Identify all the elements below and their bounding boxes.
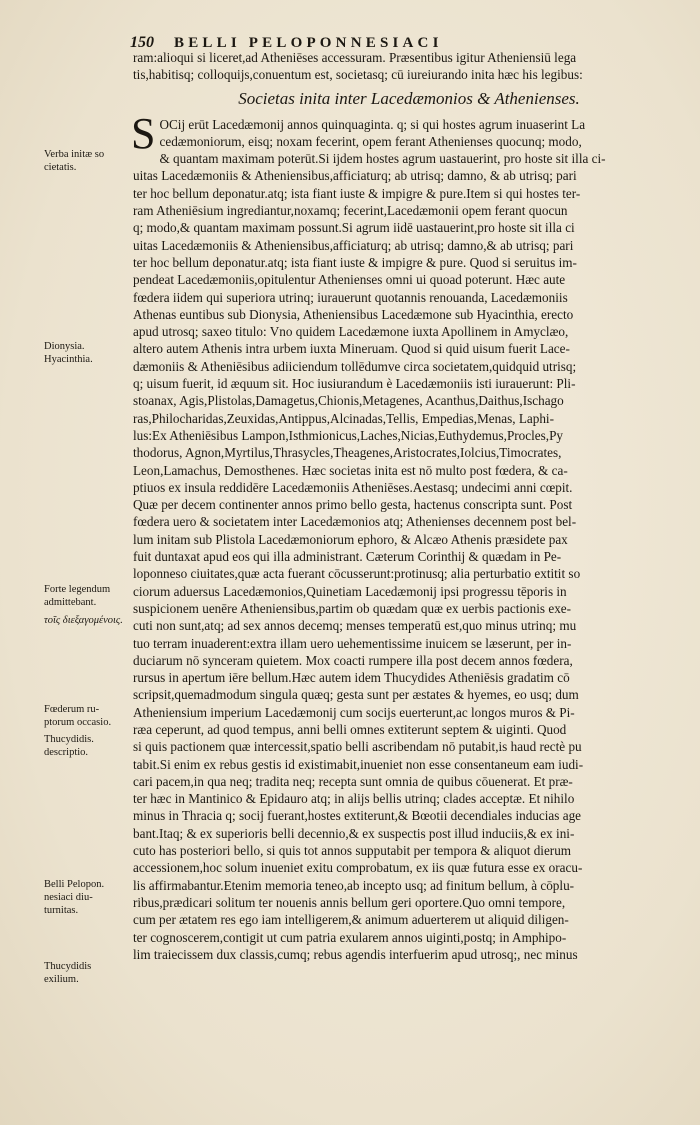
margin-note-line: Fœderum ru- [44,704,100,715]
main-text [133,49,685,963]
text-line: apud utrosq; saxeo titulo: Vno quidem Lacedæmone iuxta Apollinem in Amyclæo, [133,324,569,340]
margin-note-line: Verba initæ so [44,149,105,160]
text-line: ræa ceperunt, ad quod tempus, anni belli omnes extiterunt septem & uiginti. Quod [133,721,567,737]
text-line: ribus,prædicari solitum ter nouenis annis bellum geri oportere.Quo omni tempore, [133,894,566,910]
margin-note [44,960,136,986]
text-line: duciarum nō synceram quietem. Mox coacti rumpere illa post decem annos fœdera, [133,652,573,668]
text-line: dæmoniis & Atheniēsibus adiiciendum tollēdumve circa societatem,quidquid utrisq; [133,358,577,374]
text-line: cedæmoniorum, eisq; noxam fecerint, opem ferant Athenienses quocunq; modo, [159,133,582,149]
text-line: OCij erūt Lacedæmonij annos quinquaginta. q; si qui hostes agrum inuaserint La [159,116,586,132]
margin-note [44,148,136,174]
text-line: tabit.Si enim ex rebus gestis id existimabit,inueniet non esse consentaneum eam iudi- [133,756,584,772]
text-line: q; modo,& quantam maximam possunt.Si agrum iidē uastauerint,pro hoste sit illa ci [133,220,575,236]
margin-note-line: admittebant. [44,597,97,608]
text-line: si quis pactionem quæ intercessit,spatio belli ascribendam nō putabit,is haud rectè pu [133,739,582,755]
text-line: cuto has posteriori bello, si quis tot annos supputabit per tempora & aliquot dierum [133,843,572,859]
text-line: scripsit,quemadmodum singula quæq; gesta sunt per æstates & hyemes, eo usq; dum [133,687,579,703]
text-line: Leon,Lamachus, Demosthenes. Hæc societas inita est nō multo post fœdera, & ca- [133,462,568,478]
margin-note-line: exilium. [44,974,79,985]
margin-note-line: τοῖς διεξαγομένοις. [44,615,123,626]
text-line: ter cognoscerem,contigit ut cum patria exularem annos uiginti,postq; in Amphipo- [133,929,567,945]
margin-note [44,733,136,759]
margin-note-line: Dionysia. [44,341,85,352]
text-line: lim traiecissem dux classis,cumq; rebus agendis interfuerim apud utrosq;, nec minus [133,946,578,962]
text-line: altero autem Athenis intra urbem iuxta Mineruam. Quod si quid uisum fuerit Lace- [133,341,570,357]
text-line: tis,habitisq; colloquijs,conuentum est, societasq; cū iureiurando inita hæc his legibus: [133,67,583,83]
text-line: cari pacem,in qua neq; tradita neq; recepta sunt omnia de quibus cōuenerat. Et præ- [133,773,573,789]
text-line: cum per ætatem res ego iam intelligerem,& animum aduerterem ut aliquid diligen- [133,912,569,928]
text-line: & quantam maximam poterūt.Si ijdem hostes agrum uastauerint, pro hoste sit illa ci- [159,151,606,167]
margin-note-line: Belli Pelopon. [44,879,105,890]
text-line: ciorum aduersus Lacedæmonios,Quinetiam Lacedæmonij ipsi progressu tēporis in [133,583,567,599]
text-line: lus:Ex Atheniēsibus Lampon,Isthmionicus,Laches,Nicias,Euthydemus,Procles,Py [133,427,564,443]
text-line: tuo terram inuaderent:extra illam uero uehementissime inuicem se læserunt, per in- [133,635,572,651]
margin-note [44,340,136,366]
text-line: suspicionem uenēre Atheniensibus,partim ob quædam quæ ex uerbis pactionis exe- [133,600,572,616]
drop-cap: S [131,108,156,158]
margin-note [44,614,136,627]
text-line: Quæ per decem continenter annos primo bello gesta, hactenus conscripta sunt. Post [133,497,573,513]
text-line: lis affirmabantur.Etenim memoria teneo,ab incepto usq; ad finitum bellum, à cōplu- [133,877,575,893]
margin-note-line: Hyacinthia. [44,354,93,365]
text-line: ter hoc bellum deponatur.atq; ista fiant iuste & impigre & pure.Item si qui hostes ter- [133,185,581,201]
text-line: ter hæc in Mantinico & Epidauro atq; in alijs bellis utrinq; clades acceptæ. Et nihilo [133,791,575,807]
text-line: Atheniensium imperium Lacedæmonij cum socijs euerterunt,ac longos muros & Pi- [133,704,575,720]
text-line: ter hoc bellum deponatur.atq; ista fiant iuste & impigre & pure. Quod si seruitus im- [133,254,577,270]
margin-note-line: turnitas. [44,905,79,916]
text-line: fuit duntaxat apud eos qui illa administrant. Cæterum Corinthij & quædam in Pe- [133,549,562,565]
text-line: loponneso ciuitates,quæ acta fuerant cōcusserunt:protinusq; alia perturbatio extitit so [133,566,581,582]
margin-note-line: Thucydidis [44,961,92,972]
text-line: rursus in apertum iēre bellum.Hæc autem idem Thucydides Atheniēsis gradatim cō [133,670,570,686]
text-line: ram Atheniēsium ingrediantur,noxamq; fecerint,Lacedæmonii opem ferant quocun [133,203,568,219]
margin-note [44,878,136,917]
text-line: Athenas euntibus sub Dionysia, Atheniensibus Lacedæmone sub Hyacinthia, erecto [133,306,574,322]
margin-notes [0,0,130,1125]
margin-note [44,703,136,729]
margin-note-line: ptorum occasio. [44,717,112,728]
text-line: uitas Lacedæmoniis & Atheniensibus,afficiaturq; ab utrisq; damno,& ab utrisq; pari [133,237,574,253]
margin-note-line: nesiaci diu- [44,892,93,903]
margin-note-line: descriptio. [44,747,89,758]
text-line: ram:alioqui si liceret,ad Atheniēses accessuram. Præsentibus igitur Atheniensiū lega [133,50,577,65]
text-line: bant.Itaq; & ex superioris belli decennio,& ex suspectis post illud induciis,& ex ini- [133,825,575,841]
text-line: cuti non sunt,atq; ad sex annos decemq; menses temperatū est,quo minus utrinq; mu [133,618,577,634]
text-line: accessionem,hoc solum inueniet exitu comprobatum, ex iis quæ futura esse ex oracu- [133,860,583,876]
section-heading: Societas inita inter Lacedæmonios & Athenienses. [238,88,580,108]
text-line: lum initam sub Plistola Lacedæmoniorum ephoro, & Alcæo Athenis præsidete pax [133,531,568,547]
text-line: ptiuos ex insula reddidēre Lacedæmoniis Atheniēses.Aestasq; undecimi anni cœpit. [133,479,573,495]
text-line: pendeat Lacedæmoniis,opitulentur Athenienses omni ui quoad poterunt. Hæc aute [133,272,566,288]
text-line: stoanax, Agis,Plistolas,Damagetus,Chionis,Metagenes, Acanthus,Daithus,Ischago [133,393,564,409]
margin-note-line: Thucydidis. [44,734,94,745]
margin-note-line: cietatis. [44,162,77,173]
text-line: minus in Thracia q; socij fuerant,hostes extiterunt,& Bœotii decendiales inducias age [133,808,582,824]
text-line: fœdera uero & societatem inter Lacedæmonios atq; Athenienses decennem post bel- [133,514,577,530]
text-line: thodorus, Agnon,Myrtilus,Thrasycles,Theagenes,Aristocrates,Iolcius,Timocrates, [133,445,562,461]
text-line: fœdera iidem qui superiora utrinq; iurauerunt quotannis renouanda, Lacedæmoniis [133,289,568,305]
running-head: BELLI PELOPONNESIACI [174,35,443,51]
margin-note-line: Forte legendum [44,584,111,595]
margin-note [44,583,136,609]
text-line: uitas Lacedæmoniis & Atheniensibus,afficiaturq; ab utrisq; damno, & ab utrisq; pari [133,168,577,184]
body-paragraph [133,167,685,963]
page-number: 150 [130,34,154,51]
text-line: ras,Philocharidas,Zeuxidas,Antippus,Alcinadas,Tellis, Empedias,Menas, Laphi- [133,410,554,426]
text-line: q; uisum fuerit, id æquum sit. Hoc iusiurandum è Lacedæmoniis isti iurauerunt: Pli- [133,376,576,392]
